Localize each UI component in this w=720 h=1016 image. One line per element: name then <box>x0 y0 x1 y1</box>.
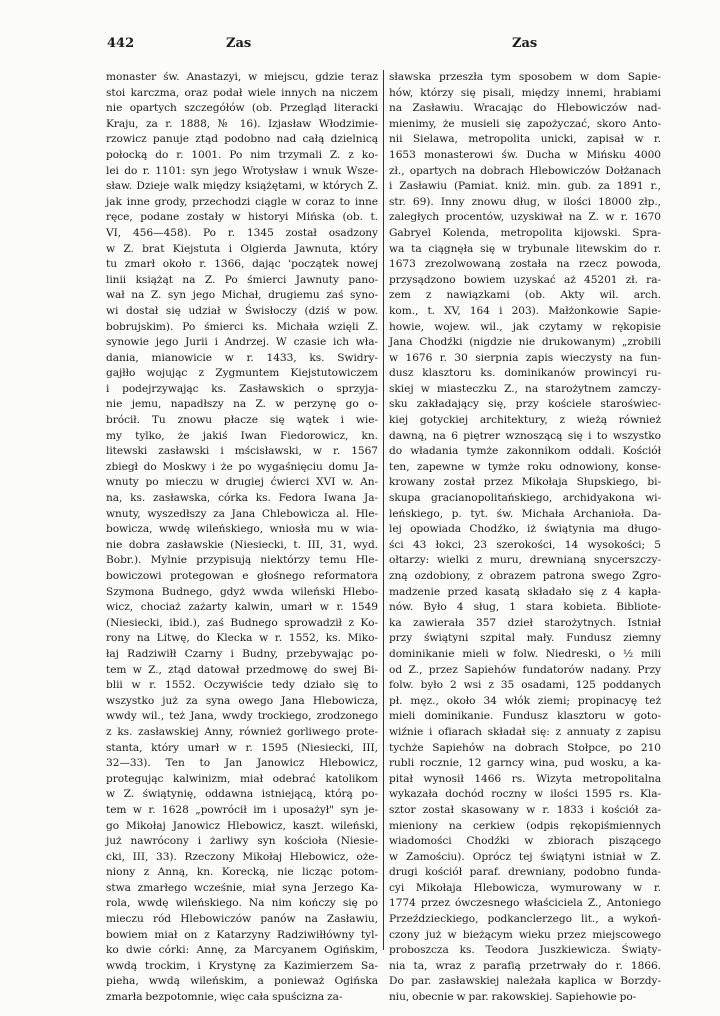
text-line: tu zmarł około r. 1366, dając 'początek nowej <box>106 258 378 271</box>
text-line: skiej w miasteczku Z., na starożytnem zamczy- <box>389 382 661 395</box>
text-line: już nawrócony i żarliwy syn kościoła (Niesie- <box>106 835 378 848</box>
text-line: dusz klasztoru ks. dominikanów prowincyi ru- <box>389 367 661 380</box>
text-line: cyi Mikołaja Hlebowicza, wymurowany w r. <box>389 881 661 894</box>
text-line: na Zasławiu. Wracając do Hlebowiczów nad- <box>389 102 661 115</box>
text-line: dania, mianowicie w r. 1433, ks. Swidry- <box>106 351 378 364</box>
text-line: 1673 zrezolwowaną została na rzecz powoda, <box>389 258 661 271</box>
text-line: nów. Było 4 sług, 1 stara kobieta. Bibliote- <box>389 601 661 614</box>
text-line: VI, 456—458). Po r. 1345 został osadzony <box>106 226 378 239</box>
text-line: mieli dominikanie. Fundusz klasztoru w goto- <box>389 710 661 723</box>
text-line: sku zakładający się, przy kościele staroświec- <box>389 398 661 411</box>
text-line: sław. Dzieje walk między książętami, w których Z. <box>106 180 378 193</box>
text-line: w Z. brat Kiejstuta i Olgierda Jawnuta, który <box>106 242 378 255</box>
text-line: wykazała dochód roczny w ilości 1595 rs. Kla- <box>389 788 661 801</box>
text-line: Szymona Budnego, gdyż wwda wileński Hlebo- <box>106 585 378 598</box>
text-line: skupa gracianopolitańskiego, archidyakona wi- <box>389 492 661 505</box>
text-line: pitał wynosił 1466 rs. Wizyta metropolitalna <box>389 772 661 785</box>
text-line: folw. było 2 wsi z 35 osadami, 125 poddanych <box>389 679 661 692</box>
text-line: Jana Chodźki (nigdzie nie drukowanym) „zrobili <box>389 336 661 349</box>
text-line: w 1676 r. 30 sierpnia zapis wieczysty na fun- <box>389 351 661 364</box>
text-line: synowie jego Jurii i Andrzej. W czasie ich wła- <box>106 336 378 349</box>
running-head-left: Zas <box>226 36 252 51</box>
text-line: Przeździeckiego, podkanclerzego lit., a wykoń- <box>389 913 661 926</box>
text-line: z ks. zasławskiej Anny, również gorliwego prote- <box>106 725 378 738</box>
text-line: hów, którzy się pisali, między innemi, hrabiami <box>389 86 661 99</box>
text-line: do władania tymże zakonnikom oddali. Kościół <box>389 445 661 458</box>
text-line: linii książąt na Z. Po śmierci Jawnuty pano- <box>106 273 378 286</box>
text-line: zną ozdobiony, z obrazem patrona swego Zgro- <box>389 570 661 582</box>
text-line: zem z nawiązkami (ob. Akty wil. arch. <box>389 289 661 302</box>
text-line: Gabryel Kolenda, metropolita kijowski. Spra- <box>389 226 661 239</box>
text-line: 1774 przez ówczesnego właściciela Z., Antoniego <box>389 897 661 910</box>
text-line: i Zasławiu (Pamiat. kniż. min. gub. za 1891 r., <box>389 180 661 193</box>
text-line: tem w r. 1628 „powrócił im i uposażył" syn je- <box>106 803 378 816</box>
text-line: od Z., przez Sapiehów fundatorów nadany. Przy <box>389 663 661 676</box>
text-line: zbiegł do Moskwy i że po wygaśnięciu domu Ja- <box>106 460 378 473</box>
text-line: Do par. zasławskiej należała kaplica w Borzdy- <box>389 975 661 988</box>
text-line: nie opartych szczegółów (ob. Przegląd literacki <box>106 102 378 115</box>
text-line: wszystko już za syna owego Jana Hlebowicza, <box>106 694 378 707</box>
text-line: jak inne grody, przechodzi ciągle w coraz to inne <box>106 195 378 208</box>
text-line: na, ks. zasławska, córka ks. Fedora Iwana Ja- <box>106 492 378 505</box>
text-line: 1653 monasterowi św. Ducha w Mińsku 4000 <box>389 148 661 161</box>
text-line: kiej gotyckiej architektury, z wieżą również <box>389 414 661 427</box>
text-line: gajłło wojując z Zygmuntem Kiejstutowiczem <box>106 367 378 380</box>
text-line: zmarła bezpotomnie, więc cała spuścizna za- <box>106 991 343 1004</box>
text-line: dominikanie mieli w folw. Niedreski, o ½ mili <box>389 647 661 660</box>
text-line: zaległych procentów, uzyskiwał na Z. w r. 1670 <box>389 211 661 224</box>
page-header <box>0 36 720 56</box>
left-text-column <box>106 70 378 1004</box>
text-line: howie, wojew. wil., jak czytamy w rękopisie <box>389 320 661 333</box>
text-line: sztor został skasowany w r. 1833 i kościół za- <box>389 803 661 816</box>
text-line: wiadomości Chodźki w zbiorach piszącego <box>389 835 661 848</box>
text-line: sławska przeszła tym sposobem w dom Sapie- <box>389 71 661 83</box>
text-line: Kraju, za r. 1888, № 16). Izjasław Włodzimie- <box>106 117 378 130</box>
text-line: stoi karczma, oraz podał wiele innych na niczem <box>106 86 378 99</box>
text-line: i podejrzywając ks. Zasławskich o sprzyja- <box>106 382 378 395</box>
right-text-column <box>389 70 661 1004</box>
text-line: nii Sielawa, metropolita unicki, zapisał w r. <box>389 133 661 146</box>
text-line: mienimy, że musieli się zapożyczać, skoro Anto- <box>389 117 661 130</box>
text-line: brócił. Tu znowu płacze się wątek i wie- <box>106 414 378 427</box>
text-line: dawną, na 6 piętrer wznoszącą się i to wszystko <box>389 429 661 442</box>
text-line: wnuty po mieczu w drugiej ćwierci XVI w. An- <box>106 476 378 489</box>
text-line: cki, III, 33). Rzeczony Mikołaj Hlebowicz, oże- <box>106 850 378 863</box>
text-line: nia ta, wraz z parafią przetrwały do r. 1866. <box>389 959 661 972</box>
text-line: pł. męz., około 34 włók ziemi; propinacyę też <box>389 694 661 707</box>
text-line: blii w r. 1552. Oczywiście tedy działo się to <box>106 679 378 692</box>
text-line: mieniony na cerkiew (odpis rękopiśmiennych <box>389 819 661 832</box>
text-line: nie dobra zasławskie (Niesiecki, t. III, 31, wyd. <box>106 538 378 551</box>
text-line: wicz, chociaż zażarty kalwin, umarł w r. 1549 <box>106 601 378 614</box>
text-line: lej opowiada Chodźko, iż świątynia ma długo- <box>389 523 661 536</box>
text-line: litewski zasławski i mścisławski, w r. 1567 <box>106 445 378 458</box>
text-line: w Zamościu). Oprócz tej świątyni istniał w Z. <box>389 850 661 863</box>
text-line: go Mikołaj Janowicz Hlebowicz, kaszt. wileński, <box>106 819 378 832</box>
text-line: ołtarzy: wielki z muru, drewnianą snycerszczy- <box>389 554 661 567</box>
text-line: przysądzono bowiem uzyskać aż 45201 zł. ra- <box>389 273 661 286</box>
text-line: wnuty, wyszedłszy za Jana Chlebowicza al. Hle- <box>106 507 378 520</box>
text-line: my tylko, że jakiś Iwan Fiedorowicz, kn. <box>106 429 378 442</box>
text-line: ści 43 łokci, 23 szerokości, 14 wysokości; 5 <box>389 538 661 551</box>
text-line: ko dwie córki: Annę, za Marcyanem Ogińskim, <box>106 944 378 957</box>
text-line: wa ta ciągnęła się w trybunale litewskim do r. <box>389 242 661 255</box>
text-line: bowiem miał on z Katarzyny Radziwiłłówny tyl- <box>106 928 378 941</box>
text-line: leńskiego, p. tyt. św. Michała Archanioła. Da- <box>389 507 661 520</box>
text-line: wał na Z. syn jego Michał, drugiemu zaś syno- <box>106 289 378 302</box>
text-line: 32—33). Ten to Jan Janowicz Hlebowicz, <box>106 757 378 770</box>
text-line: wi dostał się udział w Świsłoczy (dziś w pow. <box>106 304 378 317</box>
text-line: rubli rocznie, 12 garncy wina, pud wosku, a ka- <box>389 757 661 770</box>
text-line: lei do r. 1101: syn jego Wrotysław i wnuk Wsze- <box>106 164 378 177</box>
text-line: ręce, podane zostały w historyi Mińska (ob. t. <box>106 211 378 224</box>
text-line: rony na Litwę, do Klecka w r. 1552, ks. Miko- <box>106 632 378 645</box>
text-line: kom., t. XV, 164 i 203). Małżonkowie Sapie- <box>389 304 661 317</box>
text-line: przy świątyni szpital mały. Fundusz ziemny <box>389 632 661 645</box>
text-line: monaster św. Anastazyi, w miejscu, gdzie teraz <box>106 71 378 83</box>
text-line: bowicza, wwdę wileńskiego, wniosła mu w wia- <box>106 523 378 536</box>
text-line: w Z. świątynię, oddawna istniejącą, którą po- <box>106 788 378 801</box>
text-line: ka zawierała 357 dzieł starożytnych. Istniał <box>389 616 661 629</box>
text-line: str. 69). Inny znowu dług, w ilości 18000 złp., <box>389 195 661 208</box>
text-line: protegując kalwinizm, miał odebrać katolikom <box>106 772 378 785</box>
text-line: stanta, który umarł w r. 1595 (Niesiecki, III, <box>106 741 378 754</box>
text-line: proboszcza ks. Teodora Juszkiewicza. Świąty- <box>389 944 661 957</box>
text-line: tychże Sapiehów na dobrach Stołpce, po 210 <box>389 741 661 754</box>
text-line: połocką do r. 1001. Po nim trzymali Z. z ko- <box>106 148 378 161</box>
page-number: 442 <box>107 36 135 51</box>
text-line: rzowicz panuje ztąd podobno nad całą dzielnicą <box>106 133 378 146</box>
text-line: stwa zmarłego wcześnie, miał syna Jerzego Ka- <box>106 881 378 894</box>
text-line: bobrujskim). Po śmierci ks. Michała wzięli Z. <box>106 320 378 333</box>
text-line: zł., opartych na dobrach Hlebowiczów Dołżanach <box>389 164 661 177</box>
text-line: pieha, wwdą wileńskim, a ponieważ Ogińska <box>106 975 378 988</box>
text-line: (Niesiecki, ibid.), zaś Budnego sprowadził z Ko- <box>106 616 378 629</box>
text-line: czony już w bieżącym wieku przez miejscowego <box>389 928 661 941</box>
text-line: Bobr.). Mylnie przypisują niektórzy temu Hle- <box>106 554 378 567</box>
text-line: krowany został przez Mikołaja Słupskiego, bi- <box>389 476 661 489</box>
text-line: tem w Z., ztąd datował przedmowę do swej Bi- <box>106 663 378 676</box>
text-line: wwdy wil., też Jana, wwdy trockiego, zrodzonego <box>106 710 378 723</box>
text-line: łaj Radziwiłł Czarny i Budny, przebywając po- <box>106 647 378 660</box>
running-head-right: Zas <box>512 36 538 51</box>
text-line: mieczu ród Hlebowiczów panów na Zasławiu, <box>106 913 378 926</box>
text-line: niony z Anną, kn. Korecką, nie licząc potom- <box>106 866 378 879</box>
text-line: bowiczowi protegowan e głośnego reformatora <box>106 570 378 582</box>
text-line: rola, wwdę wileńskiego. Na nim kończy się po <box>106 897 378 910</box>
text-line: nie jemu, napadłszy na Z. w perzynę go o- <box>106 398 378 411</box>
text-line: drugi kościół paraf. drewniany, podobno funda- <box>389 866 661 879</box>
column-divider <box>383 70 384 950</box>
text-line: ten, zapewne w tymże roku odnowiony, konse- <box>389 460 661 473</box>
text-line: wwdą trockim, i Krystynę za Kazimierzem Sa- <box>106 959 378 972</box>
text-line: wiźnie i ofiarach składał się: z annuaty z zapisu <box>389 725 661 738</box>
text-line: madzenie przed kasatą składało się z 4 kapła- <box>389 585 661 598</box>
text-line: niu, obecnie w par. rakowskiej. Sapiehowie po- <box>389 991 637 1004</box>
